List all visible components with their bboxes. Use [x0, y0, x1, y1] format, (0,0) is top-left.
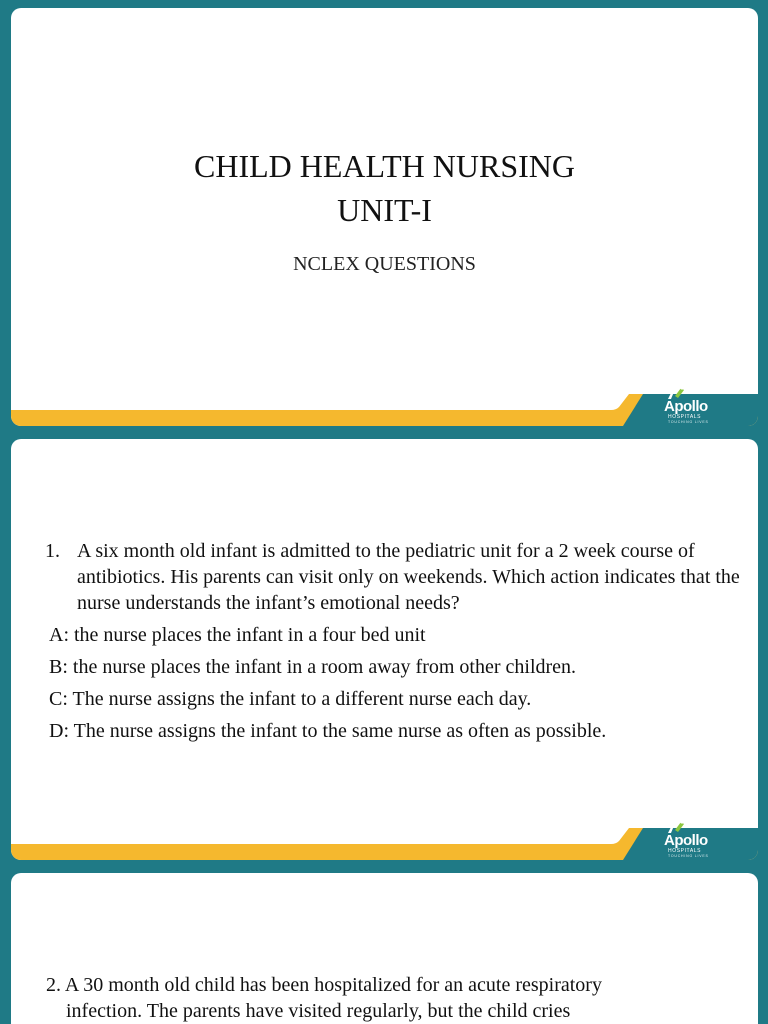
option-c: C: The nurse assigns the infant to a different nurse each day. — [49, 688, 532, 710]
logo-sub: HOSPITALS — [668, 414, 702, 420]
question-block — [45, 538, 745, 744]
title-slide — [11, 8, 758, 426]
slide-footer-band — [11, 394, 758, 426]
apollo-logo — [662, 386, 726, 426]
title-line-1: CHILD HEALTH NURSING — [193, 148, 576, 184]
slide-footer-band — [11, 828, 758, 860]
question-number: 1. — [45, 540, 60, 562]
apollo-logo — [662, 820, 726, 860]
logo-word: Apollo — [664, 398, 708, 415]
logo-tagline: TOUCHING LIVES — [668, 420, 709, 424]
question-2-line-2: infection. The parents have visited regularly, but the child cries — [66, 1000, 571, 1022]
title-line-2: UNIT-I — [337, 192, 432, 228]
logo-word: Apollo — [664, 832, 708, 849]
question-row — [45, 538, 745, 616]
slide-title — [11, 144, 758, 232]
option-b: B: the nurse places the infant in a room away from other children. — [49, 656, 577, 678]
option-a: A: the nurse places the infant in a four bed unit — [49, 624, 426, 646]
question-slide-2 — [11, 873, 758, 1024]
question-slide-1 — [11, 439, 758, 860]
logo-tagline: TOUCHING LIVES — [668, 854, 709, 858]
question-text: A six month old infant is admitted to the pediatric unit for a 2 week course of antibiotics. His parents can visit only on weekends. Which action indicates that the nurse understands the infant’s emotional needs? — [77, 540, 740, 614]
question-block-2 — [46, 972, 736, 1024]
logo-sub: HOSPITALS — [668, 848, 702, 854]
question-2-line-1: 2. A 30 month old child has been hospitalized for an acute respiratory — [46, 974, 602, 996]
slide-subtitle: NCLEX QUESTIONS — [293, 253, 476, 275]
option-d: D: The nurse assigns the infant to the same nurse as often as possible. — [49, 720, 607, 742]
